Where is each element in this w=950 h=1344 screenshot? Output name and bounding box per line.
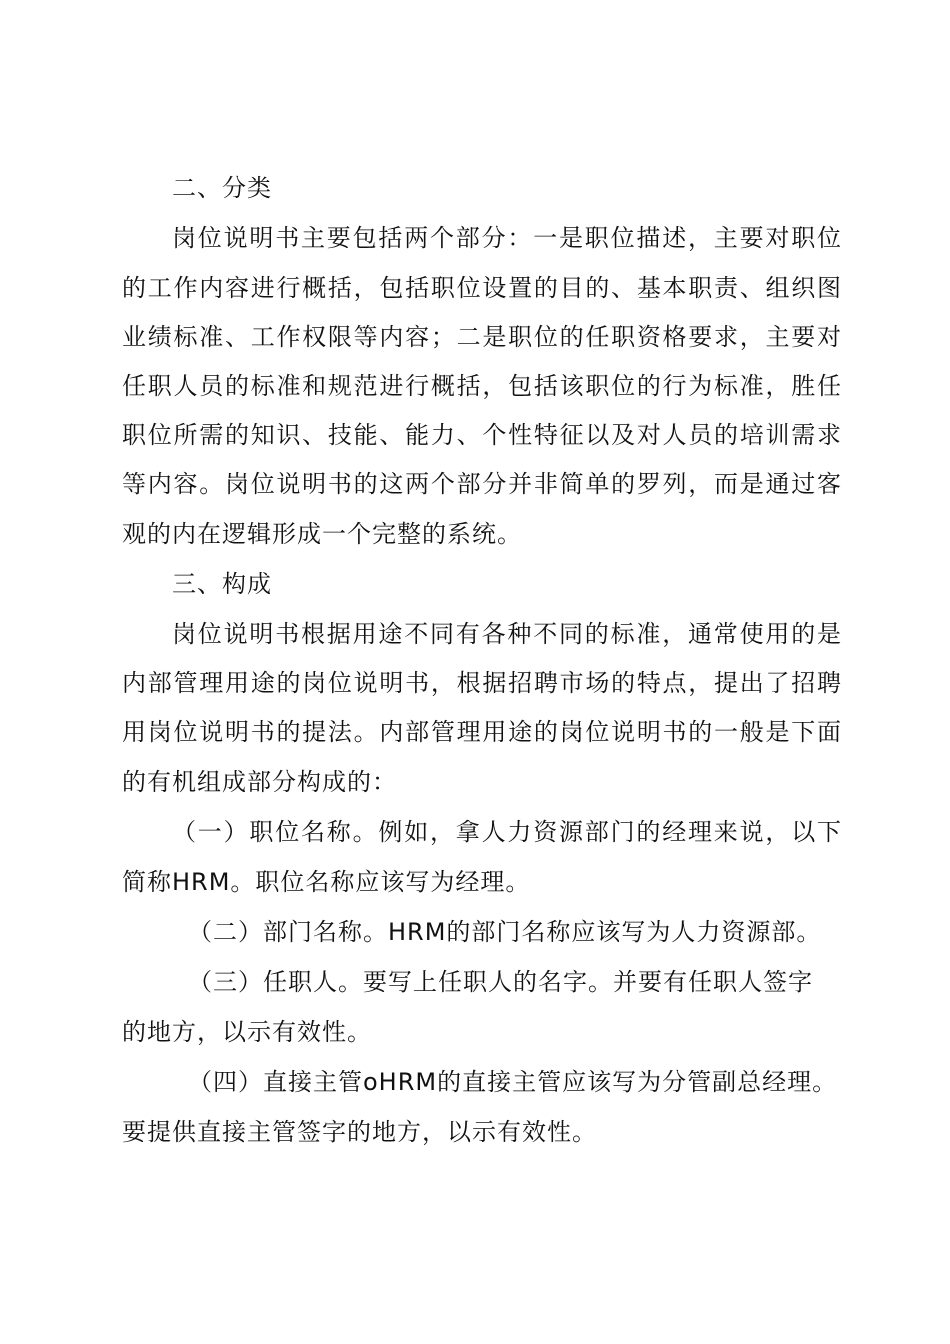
paragraph-line: 岗位说明书主要包括两个部分：一是职位描述，主要对职位 bbox=[172, 224, 842, 252]
list-item-line: （一）职位名称。例如，拿人力资源部门的经理来说，以下 bbox=[172, 818, 842, 846]
paragraph-line: 内部管理用途的岗位说明书，根据招聘市场的特点，提出了招聘 bbox=[122, 669, 842, 697]
list-item-line: 简称HRM。职位名称应该写为经理。 bbox=[122, 868, 531, 896]
paragraph-line: 任职人员的标准和规范进行概括，包括该职位的行为标准，胜任 bbox=[122, 372, 842, 400]
paragraph-line: 岗位说明书根据用途不同有各种不同的标准，通常使用的是 bbox=[172, 620, 842, 648]
list-item-line: （四）直接主管oHRM的直接主管应该写为分管副总经理。 bbox=[188, 1068, 838, 1096]
paragraph-line: 的工作内容进行概括，包括职位设置的目的、基本职责、组织图 bbox=[122, 274, 842, 302]
paragraph-line: 的有机组成部分构成的： bbox=[122, 768, 397, 796]
paragraph-line: 观的内在逻辑形成一个完整的系统。 bbox=[122, 520, 522, 548]
paragraph-line: 业绩标准、工作权限等内容；二是职位的任职资格要求，主要对 bbox=[122, 323, 842, 351]
section-heading: 三、构成 bbox=[172, 570, 272, 598]
section-heading: 二、分类 bbox=[172, 174, 272, 202]
paragraph-line: 用岗位说明书的提法。内部管理用途的岗位说明书的一般是下面 bbox=[122, 718, 842, 746]
list-item-line: （三）任职人。要写上任职人的名字。并要有任职人签字 bbox=[188, 968, 813, 996]
list-item-line: 的地方，以示有效性。 bbox=[122, 1018, 372, 1046]
list-item-line: （二）部门名称。HRM的部门名称应该写为人力资源部。 bbox=[188, 918, 822, 946]
paragraph-line: 等内容。岗位说明书的这两个部分并非简单的罗列，而是通过客 bbox=[122, 470, 842, 498]
list-item-line: 要提供直接主管签字的地方，以示有效性。 bbox=[122, 1118, 597, 1146]
paragraph-line: 职位所需的知识、技能、能力、个性特征以及对人员的培训需求 bbox=[122, 421, 842, 449]
